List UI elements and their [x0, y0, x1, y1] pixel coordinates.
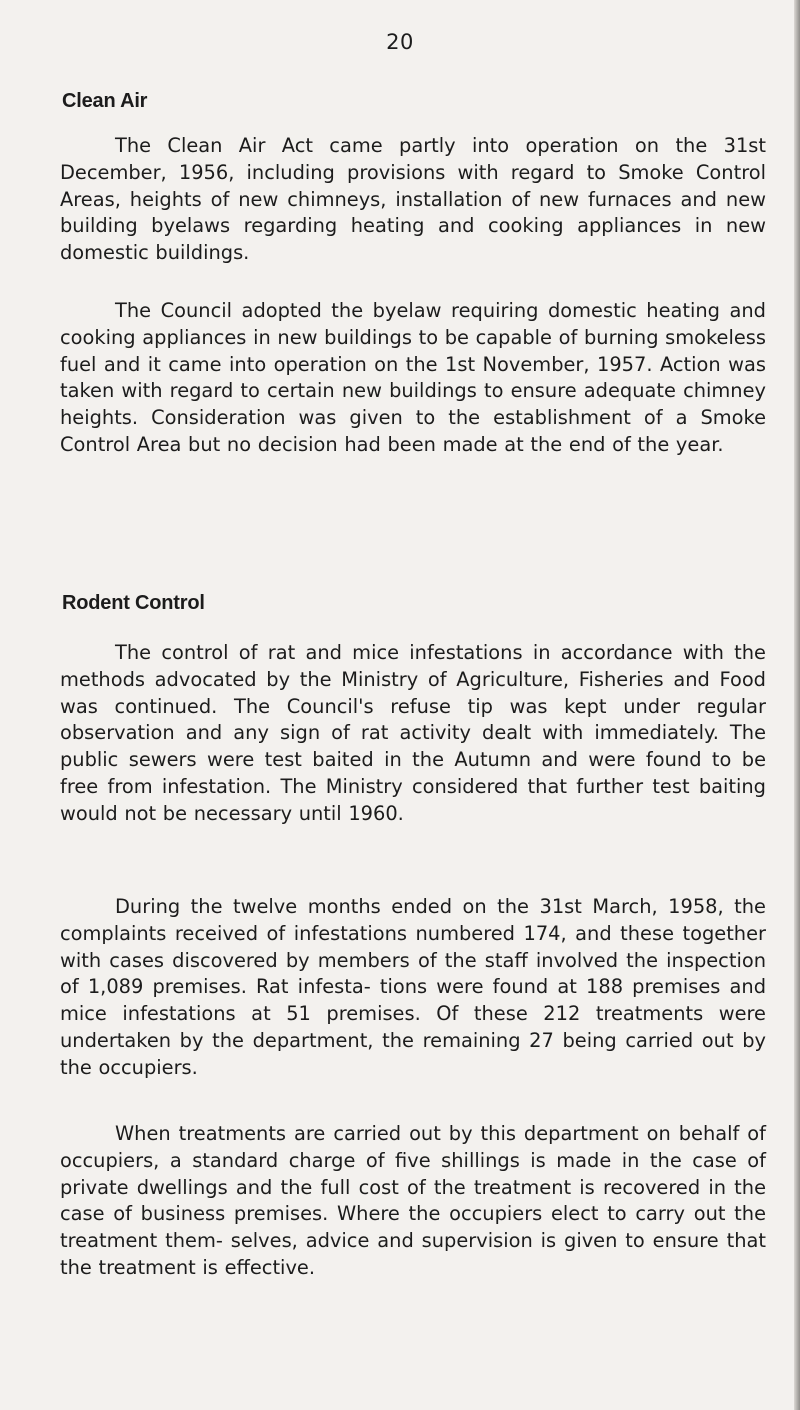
section-heading-clean-air: Clean Air: [62, 90, 148, 112]
paragraph-rodent-control-2: During the twelve months ended on the 31st March, 1958, the complaints received of infestations numbered 174, and these together with cases discovered by members of the staff involved the inspection of 1,089 premises. Rat infesta- tions were found at 188 premises and mice infestations at 51 premises. Of these 212 treatments were undertaken by the department, the remaining 27 being carried out by the occupiers.: [60, 895, 766, 1079]
section-heading-rodent-control: Rodent Control: [62, 592, 205, 614]
page-edge-shadow: [794, 0, 800, 1410]
paragraph-clean-air-1: The Clean Air Act came partly into operation on the 31st December, 1956, including provisions with regard to Smoke Control Areas, heights of new chimneys, installation of new furnaces and new building byelaws regarding heating and cooking appliances in new domestic buildings.: [60, 134, 766, 265]
paragraph-rodent-control-1: The control of rat and mice infestations in accordance with the methods advocated by the Ministry of Agriculture, Fisheries and Food was continued. The Council's refuse tip was kept under regular observation and any sign of rat activity dealt with immediately. The public sewers were test baited in the Autumn and were found to be free from infestation. The Ministry considered that further test baiting would not be necessary until 1960.: [60, 641, 766, 825]
paragraph-clean-air-2: The Council adopted the byelaw requiring domestic heating and cooking appliances in new buildings to be capable of burning smokeless fuel and it came into operation on the 1st November, 1957. Action was taken with regard to certain new buildings to ensure adequate chimney heights. Consideration was given to the establishment of a Smoke Control Area but no decision had been made at the end of the year.: [60, 299, 767, 456]
paragraph-rodent-control-3: When treatments are carried out by this department on behalf of occupiers, a standard charge of five shillings is made in the case of private dwellings and the full cost of the treatment is recovered in the case of business premises. Where the occupiers elect to carry out the treatment them- selves, advice and supervision is given to ensure that the treatment is effective.: [60, 1122, 766, 1279]
page-number: 20: [386, 30, 414, 54]
